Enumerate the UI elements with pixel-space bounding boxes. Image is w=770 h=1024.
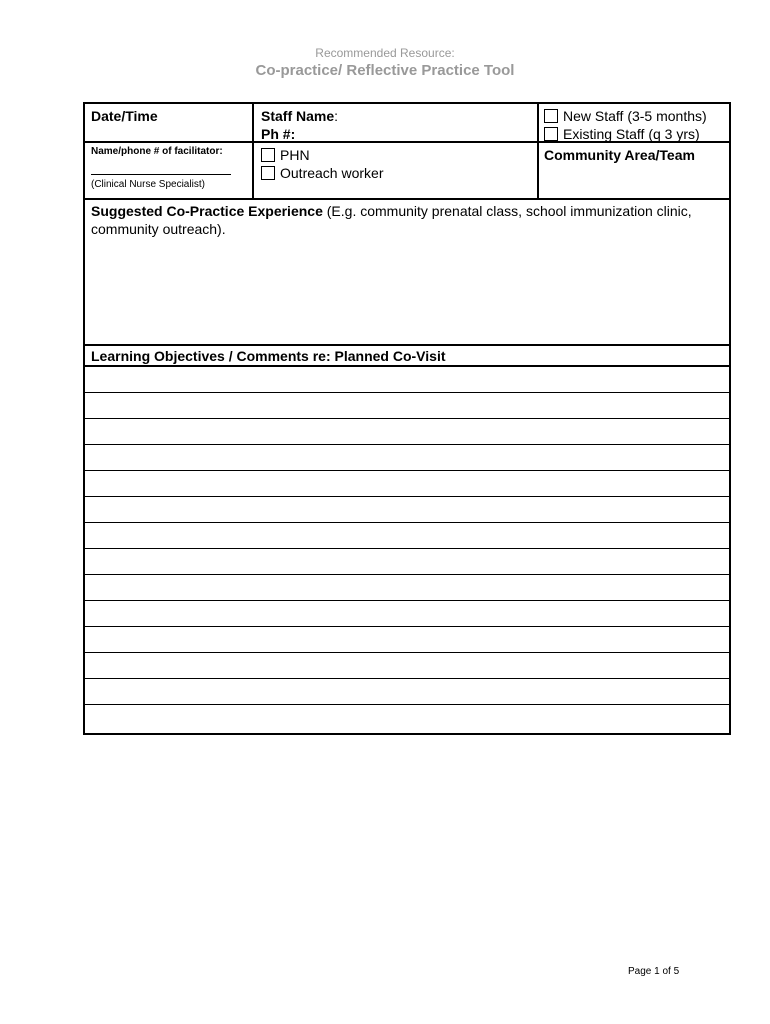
- facilitator-label: Name/phone # of facilitator:: [91, 146, 223, 157]
- writing-line[interactable]: [85, 496, 729, 497]
- role-cell: [261, 146, 383, 182]
- writing-line[interactable]: [85, 678, 729, 679]
- outreach-option[interactable]: [261, 164, 383, 182]
- writing-line[interactable]: [85, 470, 729, 471]
- date-time-label: Date/Time: [91, 108, 158, 124]
- phn-checkbox[interactable]: [261, 148, 275, 162]
- writing-line[interactable]: [85, 548, 729, 549]
- objectives-header: [91, 347, 446, 365]
- suggested-hint: (E.g. community prenatal class, school immunization clinic, community outreach).: [91, 203, 692, 237]
- divider-row3: [85, 344, 729, 346]
- suggested-cell[interactable]: [91, 202, 711, 238]
- divider-row4: [85, 365, 729, 367]
- phn-option[interactable]: [261, 146, 383, 164]
- community-label: Community Area/Team: [544, 147, 695, 163]
- writing-line[interactable]: [85, 392, 729, 393]
- page-number: Page 1 of 5: [628, 966, 680, 977]
- date-time-cell[interactable]: [91, 107, 158, 125]
- new-staff-checkbox[interactable]: [544, 109, 558, 123]
- divider-row2: [85, 198, 729, 200]
- writing-line[interactable]: [85, 574, 729, 575]
- outreach-checkbox[interactable]: [261, 166, 275, 180]
- writing-line[interactable]: [85, 522, 729, 523]
- writing-line[interactable]: [85, 626, 729, 627]
- new-staff-label: New Staff (3-5 months): [563, 108, 707, 124]
- existing-staff-label: Existing Staff (q 3 yrs): [563, 126, 700, 142]
- new-staff-option[interactable]: [544, 107, 707, 125]
- facilitator-role: (Clinical Nurse Specialist): [91, 179, 205, 190]
- facilitator-cell: [91, 146, 231, 190]
- pre-title: Recommended Resource:: [315, 46, 455, 60]
- staff-name-colon: :: [334, 108, 339, 124]
- staff-type-cell: [544, 107, 707, 143]
- suggested-label: Suggested Co-Practice Experience: [91, 203, 323, 219]
- outreach-label: Outreach worker: [280, 165, 384, 181]
- community-cell[interactable]: [544, 146, 695, 164]
- phn-label: PHN: [280, 147, 310, 163]
- divider-v1: [252, 104, 254, 198]
- existing-staff-option[interactable]: [544, 125, 707, 143]
- divider-v2: [537, 104, 539, 198]
- writing-line[interactable]: [85, 444, 729, 445]
- writing-line[interactable]: [85, 652, 729, 653]
- staff-name-cell[interactable]: [261, 107, 338, 143]
- page-title: Co-practice/ Reflective Practice Tool: [255, 62, 515, 79]
- existing-staff-checkbox[interactable]: [544, 127, 558, 141]
- co-practice-form: [83, 102, 731, 735]
- writing-line[interactable]: [85, 704, 729, 705]
- writing-line[interactable]: [85, 418, 729, 419]
- facilitator-input-line[interactable]: [91, 164, 231, 175]
- staff-name-label: Staff Name: [261, 108, 335, 124]
- writing-line[interactable]: [85, 600, 729, 601]
- phone-label: Ph #:: [261, 126, 296, 142]
- objectives-label: Learning Objectives / Comments re: Planned Co-Visit: [91, 348, 446, 364]
